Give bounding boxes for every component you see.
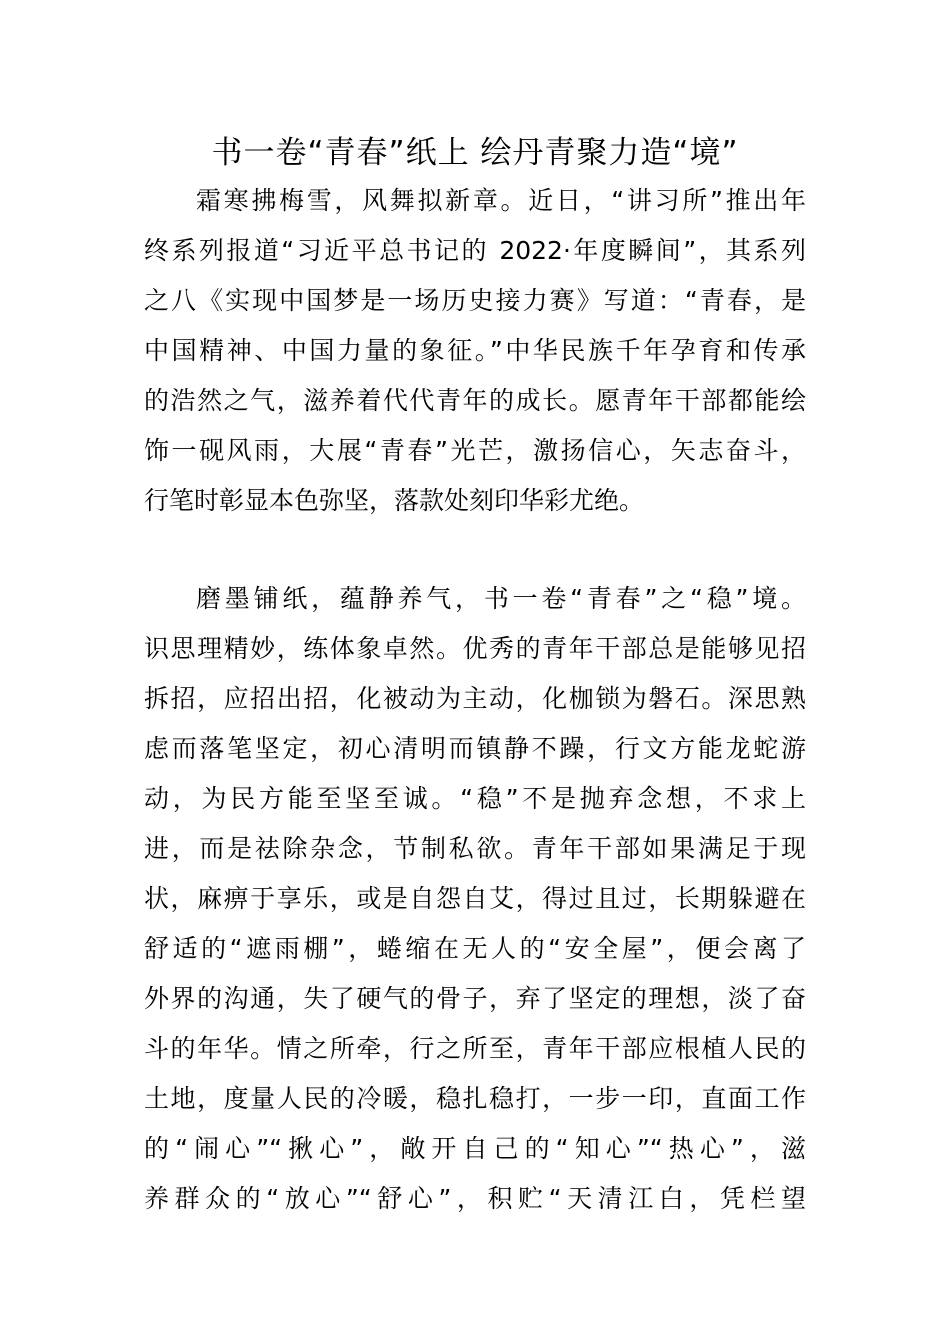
paragraph-line: 拆招，应招出招，化被动为主动，化枷锁为磐石。深思熟 [144,684,806,713]
paragraph-1 [144,176,806,526]
paragraph-line: 霜寒拂梅雪，风舞拟新章。近日，“讲习所”推出年 [196,186,806,215]
paragraph-line: 养群众的“放心”“舒心”，积贮“天清江白，凭栏望 [144,1184,806,1213]
paragraph-line: 的“闹心”“揪心”，敞开自己的“知心”“热心”，滋 [144,1134,806,1163]
paragraph-line: 行笔时彰显本色弥坚，落款处刻印华彩尤绝。 [144,486,645,515]
paragraph-line: 中国精神、中国力量的象征。”中华民族千年孕育和传承 [144,336,806,365]
paragraph-line: 的浩然之气，滋养着代代青年的成长。愿青年干部都能绘 [144,386,806,415]
paragraph-line: 外界的沟通，失了硬气的骨子，弃了坚定的理想，淡了奋 [144,984,806,1013]
paragraph-line: 识思理精妙，练体象卓然。优秀的青年干部总是能够见招 [144,634,806,663]
paragraph-line: 之八《实现中国梦是一场历史接力赛》写道：“青春，是 [144,286,806,315]
paragraph-line: 终系列报道“习近平总书记的 2022·年度瞬间”，其系列 [144,236,806,265]
paragraph-line: 状，麻痹于享乐，或是自怨自艾，得过且过，长期躲避在 [144,884,806,913]
paragraph-line: 动，为民方能至坚至诚。“稳”不是抛弃念想，不求上 [144,784,806,813]
paragraph-line: 磨墨铺纸，蕴静养气，书一卷“青春”之“稳”境。 [196,584,806,613]
paragraph-line: 舒适的“遮雨棚”，蜷缩在无人的“安全屋”，便会离了 [144,934,806,963]
paragraph-line: 虑而落笔坚定，初心清明而镇静不躁，行文方能龙蛇游 [144,734,806,763]
paragraph-2 [144,574,806,1224]
paragraph-line: 饰一砚风雨，大展“青春”光芒，激扬信心，矢志奋斗， [144,436,806,465]
document-title: 书一卷“青春”纸上 绘丹青聚力造“境” [211,135,739,171]
paragraph-line: 进，而是祛除杂念，节制私欲。青年干部如果满足于现 [144,834,806,863]
paragraph-line: 土地，度量人民的冷暖，稳扎稳打，一步一印，直面工作 [144,1084,806,1113]
paragraph-line: 斗的年华。情之所牵，行之所至，青年干部应根植人民的 [144,1034,806,1063]
